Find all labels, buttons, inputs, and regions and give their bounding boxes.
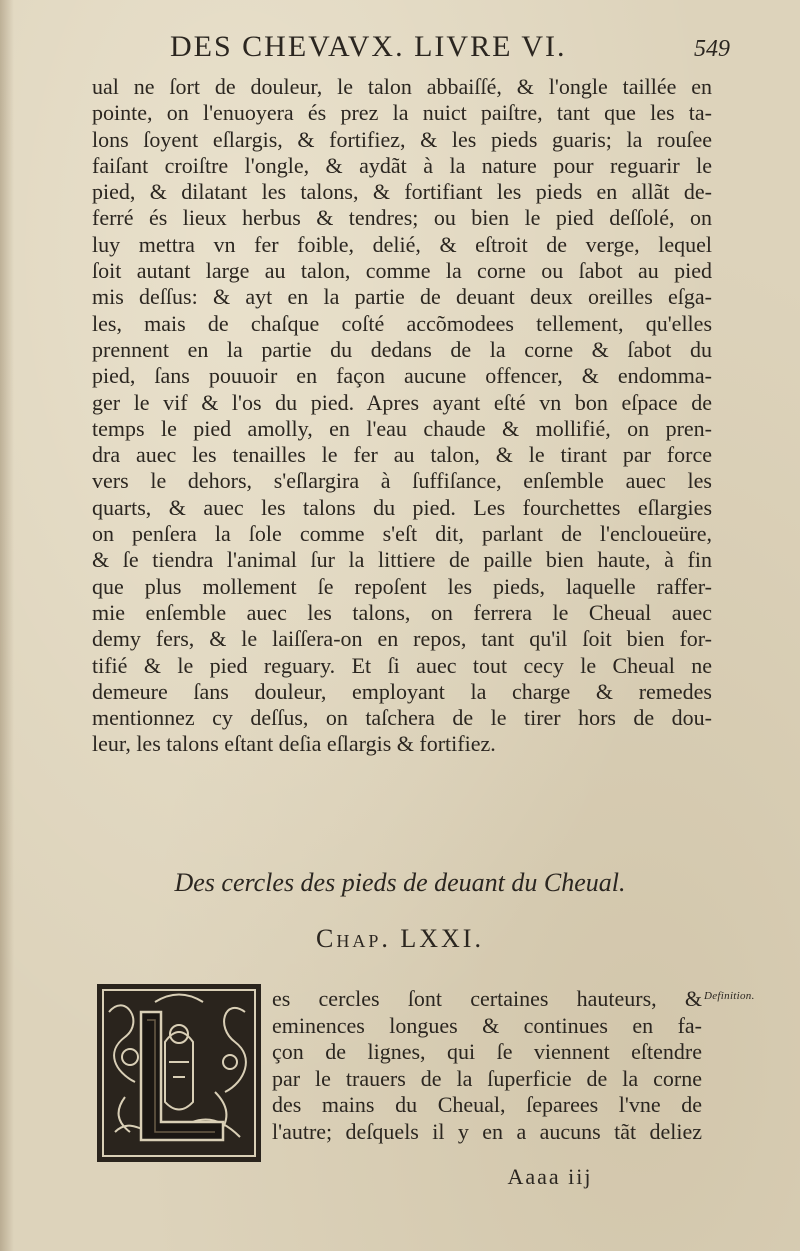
text-line: demy fers, & le laiſſera-on en repos, tant qu'il ſoit bien for-: [92, 626, 712, 652]
text-line: mie enſemble auec les talons, on ferrera le Cheual auec: [92, 599, 712, 625]
running-title: DES CHEVAVX. LIVRE VI.: [170, 30, 567, 63]
gutter-shadow: [0, 0, 14, 1251]
text-line: eminences longues & continues en fa-: [272, 1012, 702, 1038]
page-number: 549: [694, 36, 730, 62]
text-line: on penſera la ſole comme s'eſt dit, parlant de l'encloueüre,: [92, 521, 712, 547]
text-line: dra auec les tenailles le fer au talon, & le tirant par force: [92, 442, 712, 468]
text-line: lons ſoyent eſlargis, & fortifiez, & les pieds guaris; la rouſee: [92, 126, 712, 152]
body-paragraph: [92, 74, 712, 758]
chapter-paragraph: [272, 986, 702, 1145]
margin-note: Definition.: [704, 990, 755, 1002]
text-line: luy mettra vn fer foible, delié, & eſtroit de verge, lequel: [92, 231, 712, 257]
text-line: les, mais de chaſque coſté accõmodees tellement, qu'elles: [92, 310, 712, 336]
text-line: des mains du Cheual, ſeparees l'vne de: [272, 1092, 702, 1117]
text-line: que plus mollement ſe repoſent les pieds, laquelle raffer-: [92, 573, 712, 599]
chapter-number: Chap. LXXI.: [316, 924, 484, 953]
chapter-title: Des cercles des pieds de deuant du Cheual.: [174, 868, 626, 897]
text-line: tifié & le pied reguary. Et ſi auec tout cecy le Cheual ne: [92, 652, 712, 678]
text-line: çon de lignes, qui ſe viennent eſtendre: [272, 1039, 702, 1064]
text-line: demeure ſans douleur, employant la charge & remedes: [92, 678, 712, 704]
text-line: ferré és lieux herbus & tendres; ou bien le pied deſſolé, on: [92, 205, 712, 231]
text-line: mis deſſus: & ayt en la partie de deuant deux oreilles eſga-: [92, 284, 712, 310]
text-line: temps le pied amolly, en l'eau chaude & mollifié, on pren-: [92, 415, 712, 441]
text-line: mentionnez cy deſſus, on taſchera de le tirer hors de dou-: [92, 705, 712, 731]
text-line: ger le vif & l'os du pied. Apres ayant eſté vn bon eſpace de: [92, 389, 712, 415]
decorated-initial-l-icon: [95, 982, 263, 1164]
text-line: faiſant croiſtre l'ongle, & aydãt à la nature pour reguarir le: [92, 152, 712, 178]
text-line: l'autre; deſquels il y en a aucuns tãt deliez: [272, 1118, 702, 1144]
text-line: pied, & dilatant les talons, & fortifiant les pieds en allãt de-: [92, 179, 712, 205]
text-line: quarts, & auec les talons du pied. Les fourchettes eſlargies: [92, 494, 712, 520]
text-line: ual ne ſort de douleur, le talon abbaiſſé, & l'ongle taillée en: [92, 74, 712, 99]
text-line: leur, les talons eſtant deſia eſlargis & fortifiez.: [92, 731, 496, 757]
text-line: & ſe tiendra l'animal ſur la littiere de paille bien haute, à fin: [92, 547, 712, 573]
text-line: ſoit autant large au talon, comme la corne ou ſabot au pied: [92, 258, 712, 284]
signature-mark: Aaaa iij: [507, 1164, 593, 1189]
page-header: [170, 30, 730, 70]
text-line: vers le dehors, s'eſlargira à ſuffiſance, enſemble auec les: [92, 468, 712, 494]
text-line: es cercles ſont certaines hauteurs, &: [272, 986, 702, 1011]
text-line: pied, ſans pouuoir en façon aucune offencer, & endomma-: [92, 363, 712, 389]
text-line: pointe, on l'enuoyera és prez la nuict paiſtre, tant que les ta-: [92, 100, 712, 126]
text-line: prennent en la partie du dedans de la corne & ſabot du: [92, 336, 712, 362]
text-line: par le trauers de la ſuperficie de la corne: [272, 1065, 702, 1091]
